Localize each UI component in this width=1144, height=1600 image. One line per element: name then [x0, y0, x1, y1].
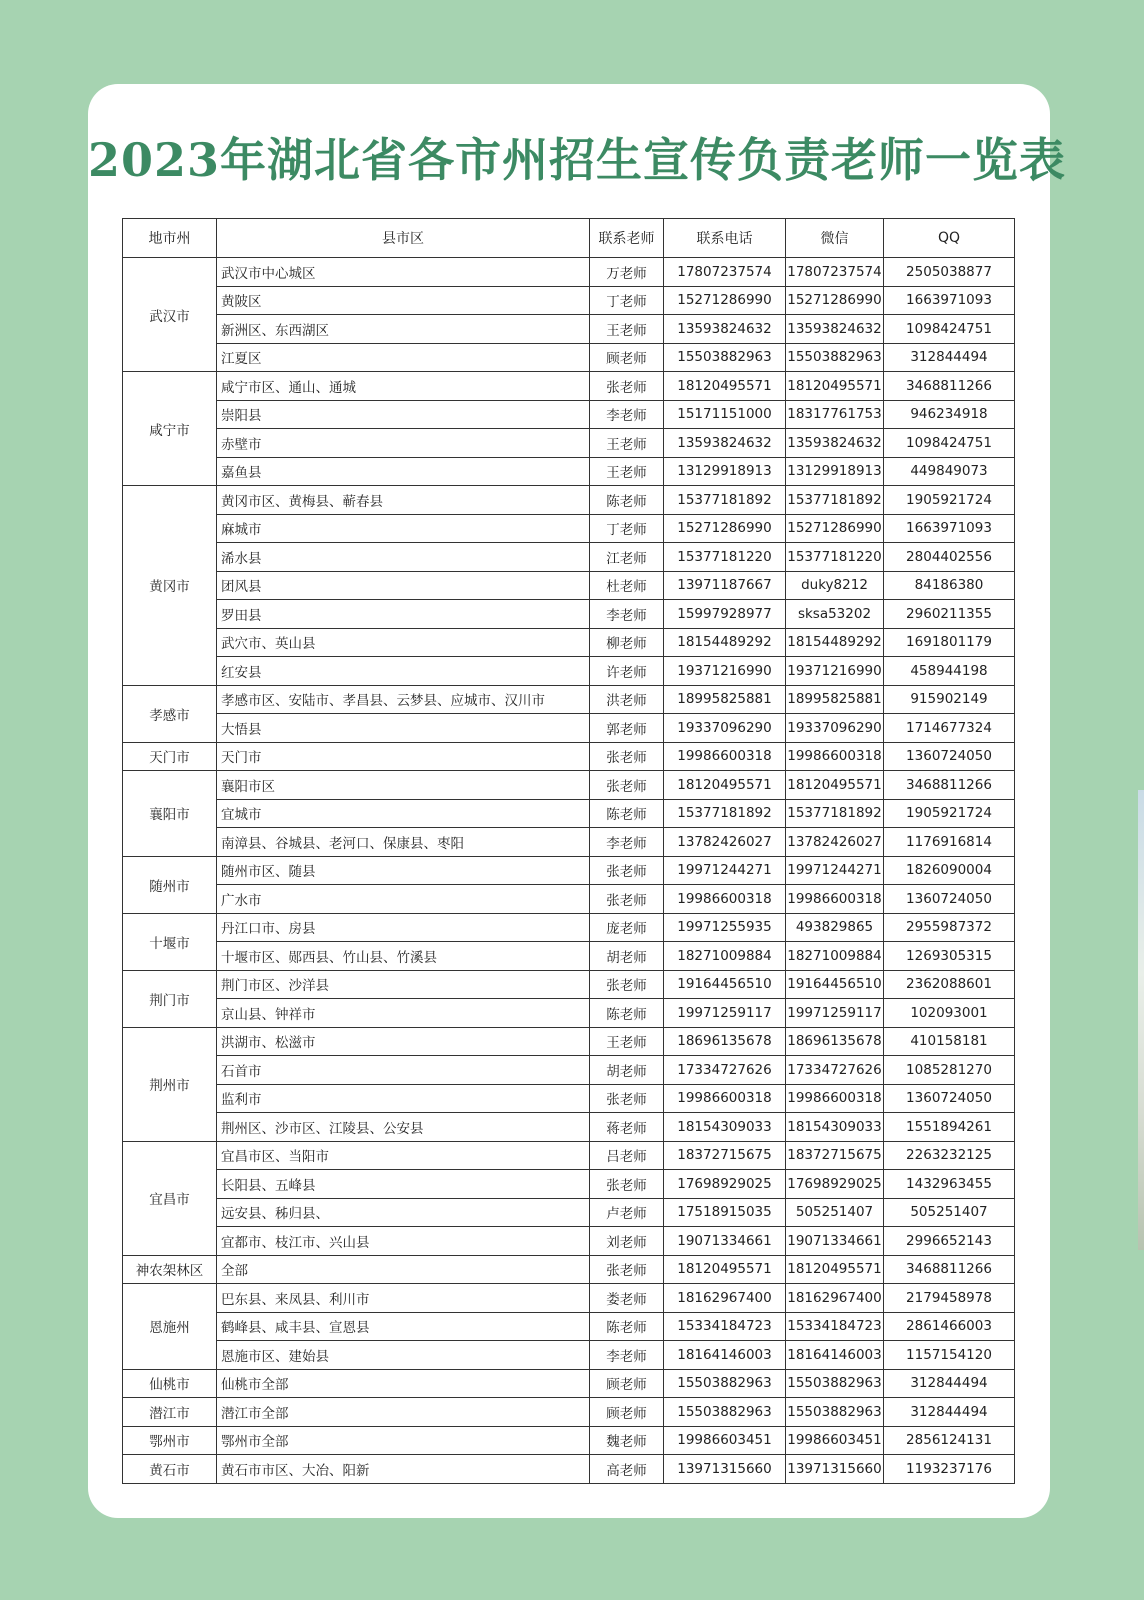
phone-cell: 18120495571 — [664, 771, 786, 800]
wechat-cell: 505251407 — [786, 1198, 884, 1227]
district-cell: 黄石市市区、大冶、阳新 — [217, 1455, 590, 1484]
district-cell: 罗田县 — [217, 600, 590, 629]
phone-cell: 13593824632 — [664, 315, 786, 344]
district-cell: 赤壁市 — [217, 429, 590, 458]
table-row — [123, 400, 1015, 429]
qq-cell: 3468811266 — [884, 372, 1015, 401]
phone-cell: 15997928977 — [664, 600, 786, 629]
wechat-cell: 19986600318 — [786, 742, 884, 771]
qq-cell: 1826090004 — [884, 856, 1015, 885]
city-cell: 荆门市 — [123, 970, 217, 1027]
city-cell: 神农架林区 — [123, 1255, 217, 1284]
city-cell: 荆州市 — [123, 1027, 217, 1141]
district-cell: 武汉市中心城区 — [217, 258, 590, 287]
phone-cell: 18995825881 — [664, 685, 786, 714]
table-row — [123, 799, 1015, 828]
qq-cell: 1432963455 — [884, 1170, 1015, 1199]
qq-cell: 1714677324 — [884, 714, 1015, 743]
teacher-cell: 张老师 — [590, 856, 664, 885]
table-row — [123, 1284, 1015, 1313]
district-cell: 石首市 — [217, 1056, 590, 1085]
wechat-cell: 15377181220 — [786, 543, 884, 572]
district-cell: 随州市区、随县 — [217, 856, 590, 885]
phone-cell: 18696135678 — [664, 1027, 786, 1056]
table-row — [123, 600, 1015, 629]
teacher-cell: 卢老师 — [590, 1198, 664, 1227]
qq-cell: 102093001 — [884, 999, 1015, 1028]
wechat-cell: 19986603451 — [786, 1426, 884, 1455]
table-row — [123, 457, 1015, 486]
qq-cell: 2179458978 — [884, 1284, 1015, 1313]
wechat-cell: 18164146003 — [786, 1341, 884, 1370]
qq-cell: 84186380 — [884, 571, 1015, 600]
qq-cell: 312844494 — [884, 1369, 1015, 1398]
table-row — [123, 657, 1015, 686]
teacher-cell: 刘老师 — [590, 1227, 664, 1256]
phone-cell: 19164456510 — [664, 970, 786, 999]
qq-cell: 2362088601 — [884, 970, 1015, 999]
city-cell: 黄石市 — [123, 1455, 217, 1484]
wechat-cell: 19986600318 — [786, 1084, 884, 1113]
table-row — [123, 1113, 1015, 1142]
teacher-cell: 江老师 — [590, 543, 664, 572]
wechat-cell: 13129918913 — [786, 457, 884, 486]
phone-cell: 13971315660 — [664, 1455, 786, 1484]
district-cell: 武穴市、英山县 — [217, 628, 590, 657]
table-row — [123, 1369, 1015, 1398]
qq-cell: 2856124131 — [884, 1426, 1015, 1455]
district-cell: 大悟县 — [217, 714, 590, 743]
wechat-cell: 19337096290 — [786, 714, 884, 743]
district-cell: 崇阳县 — [217, 400, 590, 429]
table-row — [123, 486, 1015, 515]
table-row — [123, 828, 1015, 857]
table-row — [123, 514, 1015, 543]
district-cell: 宜都市、枝江市、兴山县 — [217, 1227, 590, 1256]
qq-cell: 3468811266 — [884, 771, 1015, 800]
district-cell: 监利市 — [217, 1084, 590, 1113]
phone-cell: 18154489292 — [664, 628, 786, 657]
teacher-cell: 胡老师 — [590, 942, 664, 971]
city-cell: 宜昌市 — [123, 1141, 217, 1255]
qq-cell: 1098424751 — [884, 315, 1015, 344]
district-cell: 鹤峰县、咸丰县、宣恩县 — [217, 1312, 590, 1341]
teacher-cell: 张老师 — [590, 1255, 664, 1284]
city-cell: 鄂州市 — [123, 1426, 217, 1455]
table-row — [123, 1312, 1015, 1341]
district-cell: 襄阳市区 — [217, 771, 590, 800]
wechat-cell: 18120495571 — [786, 771, 884, 800]
wechat-cell: 15503882963 — [786, 1369, 884, 1398]
phone-cell: 17807237574 — [664, 258, 786, 287]
teacher-cell: 庞老师 — [590, 913, 664, 942]
city-cell: 恩施州 — [123, 1284, 217, 1370]
table-row — [123, 970, 1015, 999]
qq-cell: 449849073 — [884, 457, 1015, 486]
qq-cell: 312844494 — [884, 1398, 1015, 1427]
header-phone: 联系电话 — [664, 219, 786, 258]
district-cell: 潜江市全部 — [217, 1398, 590, 1427]
wechat-cell: 13971315660 — [786, 1455, 884, 1484]
phone-cell: 19971259117 — [664, 999, 786, 1028]
district-cell: 仙桃市全部 — [217, 1369, 590, 1398]
teacher-cell: 洪老师 — [590, 685, 664, 714]
wechat-cell: 18154309033 — [786, 1113, 884, 1142]
qq-cell: 1360724050 — [884, 885, 1015, 914]
city-cell: 十堰市 — [123, 913, 217, 970]
qq-cell: 2996652143 — [884, 1227, 1015, 1256]
district-cell: 咸宁市区、通山、通城 — [217, 372, 590, 401]
district-cell: 荆门市区、沙洋县 — [217, 970, 590, 999]
table-header-row — [123, 219, 1015, 258]
table-row — [123, 543, 1015, 572]
teacher-cell: 王老师 — [590, 1027, 664, 1056]
district-cell: 红安县 — [217, 657, 590, 686]
phone-cell: 15503882963 — [664, 1398, 786, 1427]
table-row — [123, 343, 1015, 372]
table-row — [123, 1170, 1015, 1199]
qq-cell: 1157154120 — [884, 1341, 1015, 1370]
qq-cell: 2505038877 — [884, 258, 1015, 287]
qq-cell: 1269305315 — [884, 942, 1015, 971]
phone-cell: 17518915035 — [664, 1198, 786, 1227]
table-row — [123, 1255, 1015, 1284]
phone-cell: 19971255935 — [664, 913, 786, 942]
teacher-cell: 蒋老师 — [590, 1113, 664, 1142]
document-card — [88, 84, 1067, 1518]
teacher-cell: 郭老师 — [590, 714, 664, 743]
teacher-cell: 王老师 — [590, 315, 664, 344]
district-cell: 远安县、秭归县、 — [217, 1198, 590, 1227]
wechat-cell: 15271286990 — [786, 514, 884, 543]
qq-cell: 1691801179 — [884, 628, 1015, 657]
wechat-cell: 17334727626 — [786, 1056, 884, 1085]
wechat-cell: 13593824632 — [786, 429, 884, 458]
table-row — [123, 1084, 1015, 1113]
phone-cell: 15503882963 — [664, 1369, 786, 1398]
teacher-cell: 柳老师 — [590, 628, 664, 657]
teacher-cell: 丁老师 — [590, 514, 664, 543]
table-row — [123, 685, 1015, 714]
qq-cell: 1176916814 — [884, 828, 1015, 857]
table-row — [123, 628, 1015, 657]
wechat-cell: 15334184723 — [786, 1312, 884, 1341]
teacher-cell: 高老师 — [590, 1455, 664, 1484]
teacher-cell: 李老师 — [590, 600, 664, 629]
wechat-cell: 19071334661 — [786, 1227, 884, 1256]
phone-cell: 18154309033 — [664, 1113, 786, 1142]
district-cell: 洪湖市、松滋市 — [217, 1027, 590, 1056]
wechat-cell: 15271286990 — [786, 286, 884, 315]
phone-cell: 13593824632 — [664, 429, 786, 458]
wechat-cell: 18271009884 — [786, 942, 884, 971]
district-cell: 黄冈市区、黄梅县、蕲春县 — [217, 486, 590, 515]
qq-cell: 1360724050 — [884, 1084, 1015, 1113]
teacher-cell: 娄老师 — [590, 1284, 664, 1313]
page-title: 2023年湖北省各市州招生宣传负责老师一览表 — [88, 133, 1067, 187]
qq-cell: 2960211355 — [884, 600, 1015, 629]
district-cell: 全部 — [217, 1255, 590, 1284]
district-cell: 浠水县 — [217, 543, 590, 572]
qq-cell: 312844494 — [884, 343, 1015, 372]
district-cell: 江夏区 — [217, 343, 590, 372]
city-cell: 随州市 — [123, 856, 217, 913]
wechat-cell: 18120495571 — [786, 372, 884, 401]
wechat-cell: 19164456510 — [786, 970, 884, 999]
district-cell: 麻城市 — [217, 514, 590, 543]
table-row — [123, 771, 1015, 800]
wechat-cell: 18372715675 — [786, 1141, 884, 1170]
table-row — [123, 286, 1015, 315]
wechat-cell: 18154489292 — [786, 628, 884, 657]
phone-cell: 18271009884 — [664, 942, 786, 971]
phone-cell: 18372715675 — [664, 1141, 786, 1170]
phone-cell: 13971187667 — [664, 571, 786, 600]
teacher-cell: 王老师 — [590, 429, 664, 458]
city-cell: 咸宁市 — [123, 372, 217, 486]
qq-cell: 2263232125 — [884, 1141, 1015, 1170]
district-cell: 天门市 — [217, 742, 590, 771]
phone-cell: 18162967400 — [664, 1284, 786, 1313]
phone-cell: 18120495571 — [664, 372, 786, 401]
table-row — [123, 714, 1015, 743]
phone-cell: 15377181892 — [664, 486, 786, 515]
wechat-cell: 15377181892 — [786, 486, 884, 515]
header-wechat: 微信 — [786, 219, 884, 258]
district-cell: 巴东县、来凤县、利川市 — [217, 1284, 590, 1313]
wechat-cell: 17698929025 — [786, 1170, 884, 1199]
phone-cell: 15271286990 — [664, 286, 786, 315]
teacher-cell: 李老师 — [590, 1341, 664, 1370]
phone-cell: 19986603451 — [664, 1426, 786, 1455]
district-cell: 南漳县、谷城县、老河口、保康县、枣阳 — [217, 828, 590, 857]
table-row — [123, 1341, 1015, 1370]
phone-cell: 15271286990 — [664, 514, 786, 543]
district-cell: 十堰市区、郧西县、竹山县、竹溪县 — [217, 942, 590, 971]
city-cell: 潜江市 — [123, 1398, 217, 1427]
table-row — [123, 429, 1015, 458]
qq-cell: 1085281270 — [884, 1056, 1015, 1085]
city-cell: 仙桃市 — [123, 1369, 217, 1398]
phone-cell: 13129918913 — [664, 457, 786, 486]
contact-table — [122, 218, 1015, 1484]
qq-cell: 1360724050 — [884, 742, 1015, 771]
wechat-cell: 18120495571 — [786, 1255, 884, 1284]
teacher-cell: 李老师 — [590, 828, 664, 857]
wechat-cell: 19371216990 — [786, 657, 884, 686]
qq-cell: 2861466003 — [884, 1312, 1015, 1341]
table-row — [123, 571, 1015, 600]
qq-cell: 3468811266 — [884, 1255, 1015, 1284]
district-cell: 宜城市 — [217, 799, 590, 828]
city-cell: 孝感市 — [123, 685, 217, 742]
district-cell: 广水市 — [217, 885, 590, 914]
wechat-cell: 15503882963 — [786, 343, 884, 372]
teacher-cell: 陈老师 — [590, 799, 664, 828]
table-row — [123, 1141, 1015, 1170]
phone-cell: 15171151000 — [664, 400, 786, 429]
teacher-cell: 杜老师 — [590, 571, 664, 600]
table-row — [123, 315, 1015, 344]
phone-cell: 15334184723 — [664, 1312, 786, 1341]
teacher-cell: 许老师 — [590, 657, 664, 686]
phone-cell: 19071334661 — [664, 1227, 786, 1256]
table-body — [123, 258, 1015, 1484]
district-cell: 新洲区、东西湖区 — [217, 315, 590, 344]
qq-cell: 915902149 — [884, 685, 1015, 714]
wechat-cell: duky8212 — [786, 571, 884, 600]
wechat-cell: sksa53202 — [786, 600, 884, 629]
teacher-cell: 顾老师 — [590, 1369, 664, 1398]
qq-cell: 410158181 — [884, 1027, 1015, 1056]
qq-cell: 2804402556 — [884, 543, 1015, 572]
teacher-cell: 张老师 — [590, 372, 664, 401]
table-row — [123, 856, 1015, 885]
wechat-cell: 15377181892 — [786, 799, 884, 828]
teacher-cell: 吕老师 — [590, 1141, 664, 1170]
phone-cell: 19986600318 — [664, 885, 786, 914]
teacher-cell: 陈老师 — [590, 999, 664, 1028]
teacher-cell: 陈老师 — [590, 1312, 664, 1341]
district-cell: 荆州区、沙市区、江陵县、公安县 — [217, 1113, 590, 1142]
teacher-cell: 胡老师 — [590, 1056, 664, 1085]
qq-cell: 458944198 — [884, 657, 1015, 686]
wechat-cell: 15503882963 — [786, 1398, 884, 1427]
phone-cell: 15377181892 — [664, 799, 786, 828]
qq-cell: 1551894261 — [884, 1113, 1015, 1142]
district-cell: 宜昌市区、当阳市 — [217, 1141, 590, 1170]
district-cell: 孝感市区、安陆市、孝昌县、云梦县、应城市、汉川市 — [217, 685, 590, 714]
header-city: 地市州 — [123, 219, 217, 258]
district-cell: 鄂州市全部 — [217, 1426, 590, 1455]
phone-cell: 19371216990 — [664, 657, 786, 686]
table-row — [123, 1426, 1015, 1455]
qq-cell: 1663971093 — [884, 286, 1015, 315]
district-cell: 京山县、钟祥市 — [217, 999, 590, 1028]
city-cell: 天门市 — [123, 742, 217, 771]
table-row — [123, 885, 1015, 914]
teacher-cell: 张老师 — [590, 1170, 664, 1199]
phone-cell: 15503882963 — [664, 343, 786, 372]
qq-cell: 505251407 — [884, 1198, 1015, 1227]
district-cell: 恩施市区、建始县 — [217, 1341, 590, 1370]
table-row — [123, 742, 1015, 771]
header-district: 县市区 — [217, 219, 590, 258]
phone-cell: 15377181220 — [664, 543, 786, 572]
wechat-cell: 13593824632 — [786, 315, 884, 344]
teacher-cell: 张老师 — [590, 771, 664, 800]
phone-cell: 18164146003 — [664, 1341, 786, 1370]
district-cell: 团风县 — [217, 571, 590, 600]
teacher-cell: 陈老师 — [590, 486, 664, 515]
phone-cell: 17698929025 — [664, 1170, 786, 1199]
wechat-cell: 19971259117 — [786, 999, 884, 1028]
phone-cell: 18120495571 — [664, 1255, 786, 1284]
teacher-cell: 顾老师 — [590, 343, 664, 372]
qq-cell: 1098424751 — [884, 429, 1015, 458]
phone-cell: 17334727626 — [664, 1056, 786, 1085]
wechat-cell: 18162967400 — [786, 1284, 884, 1313]
teacher-cell: 万老师 — [590, 258, 664, 287]
teacher-cell: 顾老师 — [590, 1398, 664, 1427]
qq-cell: 1193237176 — [884, 1455, 1015, 1484]
teacher-cell: 魏老师 — [590, 1426, 664, 1455]
wechat-cell: 19971244271 — [786, 856, 884, 885]
city-cell: 武汉市 — [123, 258, 217, 372]
wechat-cell: 17807237574 — [786, 258, 884, 287]
teacher-cell: 张老师 — [590, 1084, 664, 1113]
wechat-cell: 493829865 — [786, 913, 884, 942]
teacher-cell: 李老师 — [590, 400, 664, 429]
wechat-cell: 18696135678 — [786, 1027, 884, 1056]
table-row — [123, 1227, 1015, 1256]
teacher-cell: 王老师 — [590, 457, 664, 486]
teacher-cell: 丁老师 — [590, 286, 664, 315]
phone-cell: 19337096290 — [664, 714, 786, 743]
table-row — [123, 999, 1015, 1028]
wechat-cell: 13782426027 — [786, 828, 884, 857]
qq-cell: 2955987372 — [884, 913, 1015, 942]
phone-cell: 19986600318 — [664, 1084, 786, 1113]
table-row — [123, 1027, 1015, 1056]
teacher-cell: 张老师 — [590, 885, 664, 914]
header-teacher: 联系老师 — [590, 219, 664, 258]
table-row — [123, 372, 1015, 401]
city-cell: 襄阳市 — [123, 771, 217, 857]
wechat-cell: 19986600318 — [786, 885, 884, 914]
table-row — [123, 913, 1015, 942]
teacher-cell: 张老师 — [590, 970, 664, 999]
table-row — [123, 942, 1015, 971]
qq-cell: 1905921724 — [884, 486, 1015, 515]
wechat-cell: 18317761753 — [786, 400, 884, 429]
phone-cell: 19971244271 — [664, 856, 786, 885]
header-qq: QQ — [884, 219, 1015, 258]
district-cell: 长阳县、五峰县 — [217, 1170, 590, 1199]
district-cell: 丹江口市、房县 — [217, 913, 590, 942]
city-cell: 黄冈市 — [123, 486, 217, 686]
qq-cell: 946234918 — [884, 400, 1015, 429]
table-row — [123, 1056, 1015, 1085]
wechat-cell: 18995825881 — [786, 685, 884, 714]
teacher-cell: 张老师 — [590, 742, 664, 771]
table-row — [123, 1455, 1015, 1484]
qq-cell: 1905921724 — [884, 799, 1015, 828]
background-photo-edge — [1138, 790, 1144, 1250]
qq-cell: 1663971093 — [884, 514, 1015, 543]
phone-cell: 19986600318 — [664, 742, 786, 771]
district-cell: 嘉鱼县 — [217, 457, 590, 486]
district-cell: 黄陂区 — [217, 286, 590, 315]
table-row — [123, 1198, 1015, 1227]
table-row — [123, 258, 1015, 287]
phone-cell: 13782426027 — [664, 828, 786, 857]
table-row — [123, 1398, 1015, 1427]
